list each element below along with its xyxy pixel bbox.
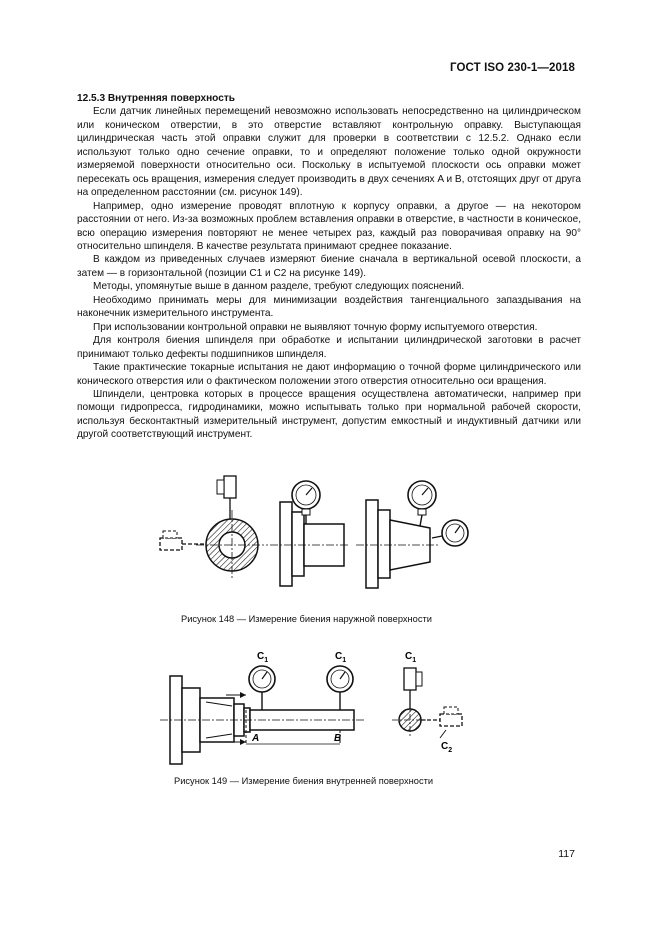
label-section-b: B: [334, 733, 342, 744]
paragraph: При использовании контрольной оправки не выявляют точную форму испытуемого отверстия.: [93, 321, 538, 333]
section-title: 12.5.3 Внутренняя поверхность: [77, 93, 235, 104]
spindle-cone-group: [356, 481, 468, 588]
figure-148: [0, 470, 661, 630]
figure-149-drawing: [0, 646, 661, 796]
document-header: ГОСТ ISO 230-1—2018: [450, 62, 575, 74]
figure-149-caption: Рисунок 149 — Измерение биения внутренней поверхности: [174, 776, 434, 786]
label-c2: $C_2$: [441, 741, 453, 754]
label-c1-a: $C_1$: [257, 651, 269, 664]
figure-148-caption: Рисунок 148 — Измерение биения наружной поверхности: [181, 614, 432, 624]
page-number: 117: [558, 848, 575, 860]
paragraph: В каждом из приведенных случаев измеряют биение сначала в вертикальной осевой плоскости, а затем — в горизонтальной (позиции C1 и C2 на рисунке 149).: [77, 254, 581, 279]
spindle-cylinder-group: [270, 481, 350, 586]
paragraph: Для контроля биения шпинделя при обработке и испытании цилиндрической заготовки в расчет принимают только дефекты подшипников шпинделя.: [77, 335, 581, 360]
spindle-mandrel-group: [160, 666, 365, 764]
label-c1-b: $C_1$: [335, 651, 347, 664]
section-body: [77, 92, 581, 442]
paragraph: Необходимо принимать меры для минимизации воздействия тангенциального запаздывания на наконечник измерительного инструмента.: [77, 294, 581, 320]
paragraph: Если датчик линейных перемещений невозможно использовать непосредственно на цилиндрическом или коническом отверстии, в это отверстие вставляют контрольную оправку. Выступающая цилиндрическая часть этой оправки служит для проверки в соответствии с 12.5.2. Однако если используют только одно сечение оправки, то и определяют положение только одной окружности измеряемой поверхности относительно оси. Поскольку в испытуемой плоскости ось оправки может пересекать ось вращения, измерения следует производить в двух сечениях A и B, отстоящих друг от друга на определенном расстоянии (см. рисунок 149).: [77, 106, 581, 199]
paragraph: Такие практические токарные испытания не дают информацию о точной форме цилиндрического или конического отверстия или о фактическом положении этого отверстия относительно оси вращения.: [77, 362, 581, 387]
label-c1-section: $C_1$: [405, 651, 417, 664]
figure-149: [0, 646, 661, 796]
paragraph: Шпиндели, центровка которых в процессе вращения осуществлена автоматически, например при помощи гидропресса, гидродинамики, можно испытывать только при нормальной рабочей скорости, используя бесконтактный измерительный инструмент, допустим емкостный и индуктивный датчики или другой соответствующий инструмент.: [77, 388, 581, 441]
figure-148-drawing: [0, 470, 661, 630]
label-section-a: A: [252, 733, 260, 744]
paragraph: Например, одно измерение проводят вплотную к корпусу оправки, а другое — на некотором расстоянии от него. Из-за возможных проблем вставления оправки в отверстие, в частности в коническое, всю операцию измерения повторяют не менее четырех раз, каждый раз поворачивая оправку на 90° относительно шпинделя. В качестве результата принимают среднее показание.: [77, 200, 581, 252]
cross-section-group: [160, 476, 268, 580]
mandrel-cross-section-group: [392, 668, 462, 738]
paragraph: Методы, упомянутые выше в данном разделе, требуют следующих пояснений.: [93, 281, 465, 293]
